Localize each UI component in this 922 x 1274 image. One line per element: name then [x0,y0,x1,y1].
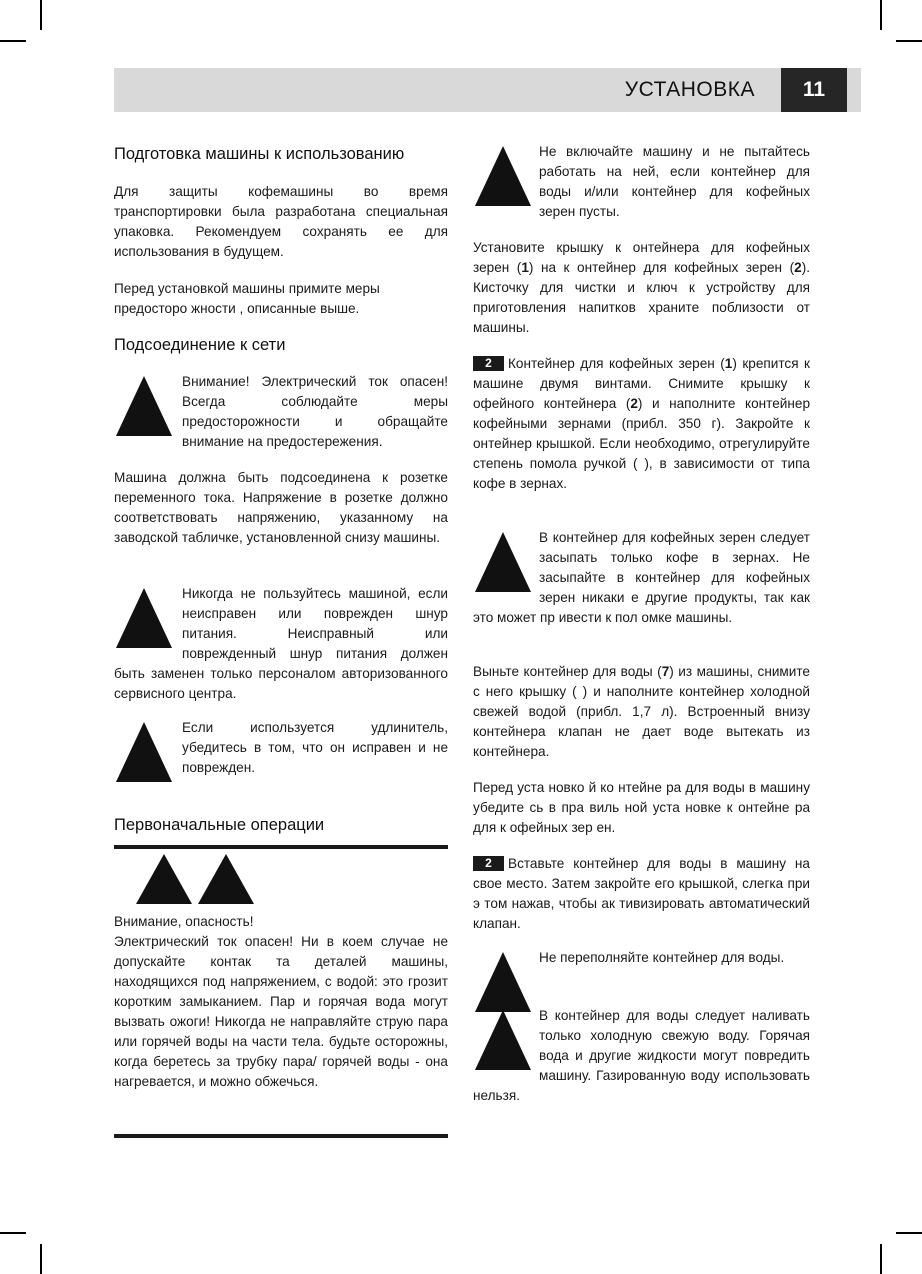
warning-cold-water [473,1006,810,1106]
warning-electric-text: Внимание! Электрический ток опасен! Всегда соблюдайте меры предосторожности и обращайте внимание на предостережения. [182,374,448,449]
crop-mark [0,1232,26,1234]
danger-text: Электрический ток опасен! Ни в коем случае не допускайте контак та деталей машины, находящихся под напряжением, с водой: это грозит коротким замыканием. Пар и горячая вода могут вызвать ожоги! Никогда не направляйте струю пара или горячей воды на части тела. будьте осторожны, когда беретесь за трубку пара/ горячей воды - она нагревается, и можно обжечься. [114,934,448,1089]
ref-number: 1 [724,356,733,371]
warning-triangle-icon [198,854,254,904]
step-badge: 2 [473,856,504,871]
paragraph-tank-position: Перед уста новко й ко нтейне ра для воды в машину убедите сь в пра виль ной уста новке к онтейне ра для к офейных зер ен. [473,780,810,835]
divider-bottom [114,1134,448,1138]
ref-number: 2 [630,396,638,411]
crop-mark [880,1244,882,1274]
text-run: ). Кисточку для чистки и ключ к устройству для приготовления напитков храните поблизости от машины. [473,260,810,335]
warning-beans-only [473,528,810,628]
crop-mark [896,40,922,42]
text-run: Выньте контейнер для воды ( [473,664,662,679]
header-bar [114,68,781,112]
warning-triangle-icon [116,376,172,436]
warning-cold-text: В контейнер для воды следует наливать только холодную свежую воду. Горячая вода и другие жидкости могут повредить машину. Газированную воду использовать нельзя. [473,1008,810,1103]
heading-preparation: Подготовка машины к использованию [114,145,405,163]
warning-empty-containers [473,142,810,222]
danger-title: Внимание, опасность! [114,914,254,929]
text-run: Контейнер для кофейных зерен ( [508,356,725,371]
paragraph-precautions: Перед установкой машины примите меры предосторо жности , описанные выше. [114,281,380,316]
warning-triangle-icon [475,146,531,206]
step-badge: 2 [473,356,504,371]
warning-triangle-icon [116,722,172,782]
heading-initial-operations: Первоначальные операции [114,816,325,834]
warning-overfill-text: Не переполняйте контейнер для воды. [539,950,785,965]
paragraph-water-tank [473,662,810,762]
crop-mark [896,1232,922,1234]
text-run: ) на к онтейнер для кофейных зерен ( [528,260,795,275]
crop-mark [40,1244,42,1274]
warning-triangle-icon [475,532,531,592]
crop-mark [880,0,882,30]
paragraph-insert-tank [473,854,810,934]
warning-cord-text: Никогда не пользуйтесь машиной, если неисправен или поврежден шнур питания. Неисправный или поврежденный шнур питания должен быть заменен только персоналом авторизованного сервисного центра. [114,586,448,701]
crop-mark [0,40,26,42]
section-title: УСТАНОВКА [624,78,755,101]
danger-icons [136,854,260,909]
ref-number: 1 [521,260,529,275]
warning-empty-text: Не включайте машину и не пытайтесь работать на ней, если контейнер для воды и/или контейнер для кофейных зерен пусты. [539,144,810,219]
paragraph-install-lid [473,238,810,338]
text-run: ) и наполните контейнер кофейными зернами (прибл. 350 г). Закройте к онтейнер крышкой. Если необходимо, отрегулируйте степень помола ручкой ( ), в зависимости от типа кофе в зернах. [473,396,810,491]
header-bar-tail [847,68,861,112]
ref-number: 2 [794,260,802,275]
heading-connection: Подсоединение к сети [114,336,286,354]
page-number: 11 [781,68,847,112]
text-run: ) из машины, снимите с него крышку ( ) и наполните контейнер холодной свежей водой (прибл. 1,7 л). Встроенный внизу контейнера клапан не дает воде вытекать из контейнера. [473,664,810,759]
divider-top [114,845,448,849]
warning-triangle-icon [116,588,172,648]
paragraph-packaging: Для защиты кофемашины во время транспортировки была разработана специальная упаковка. Рекомендуем сохранять ее для использования в будущем. [114,184,448,259]
warning-triangle-icon [475,952,531,1012]
ref-number: 7 [661,664,670,679]
warning-extension [114,718,448,784]
warning-extension-text: Если используется удлинитель, убедитесь в том, что он исправен и не поврежден. [182,720,448,775]
warning-electric [114,372,448,452]
text-run: Установите крышку к онтейнера для кофейных зерен ( [473,240,810,275]
warning-beans-text: В контейнер для кофейных зерен следует засыпать только кофе в зернах. Не засыпайте в контейнер для кофейных зерен никаки е другие продукты, так как это может пр ивести к пол омке машины. [473,530,810,625]
paragraph-bean-container [473,354,810,494]
crop-mark [40,0,42,30]
warning-triangle-icon [136,854,192,904]
warning-overfill [473,948,810,1014]
text-run: Вставьте контейнер для воды в машину на свое место. Затем закройте его крышкой, слегка при э том нажав, чтобы ак тивизировать автоматический клапан. [473,856,810,931]
paragraph-voltage: Машина должна быть подсоединена к розетке переменного тока. Напряжение в розетке должно соответствовать напряжению, указанному на заводской табличке, установленной снизу машины. [114,470,448,545]
warning-cord [114,584,448,704]
warning-triangle-icon [475,1010,531,1070]
text-run: ) крепится к машине двумя винтами. Снимите крышку к офейного контейнера ( [473,356,810,411]
